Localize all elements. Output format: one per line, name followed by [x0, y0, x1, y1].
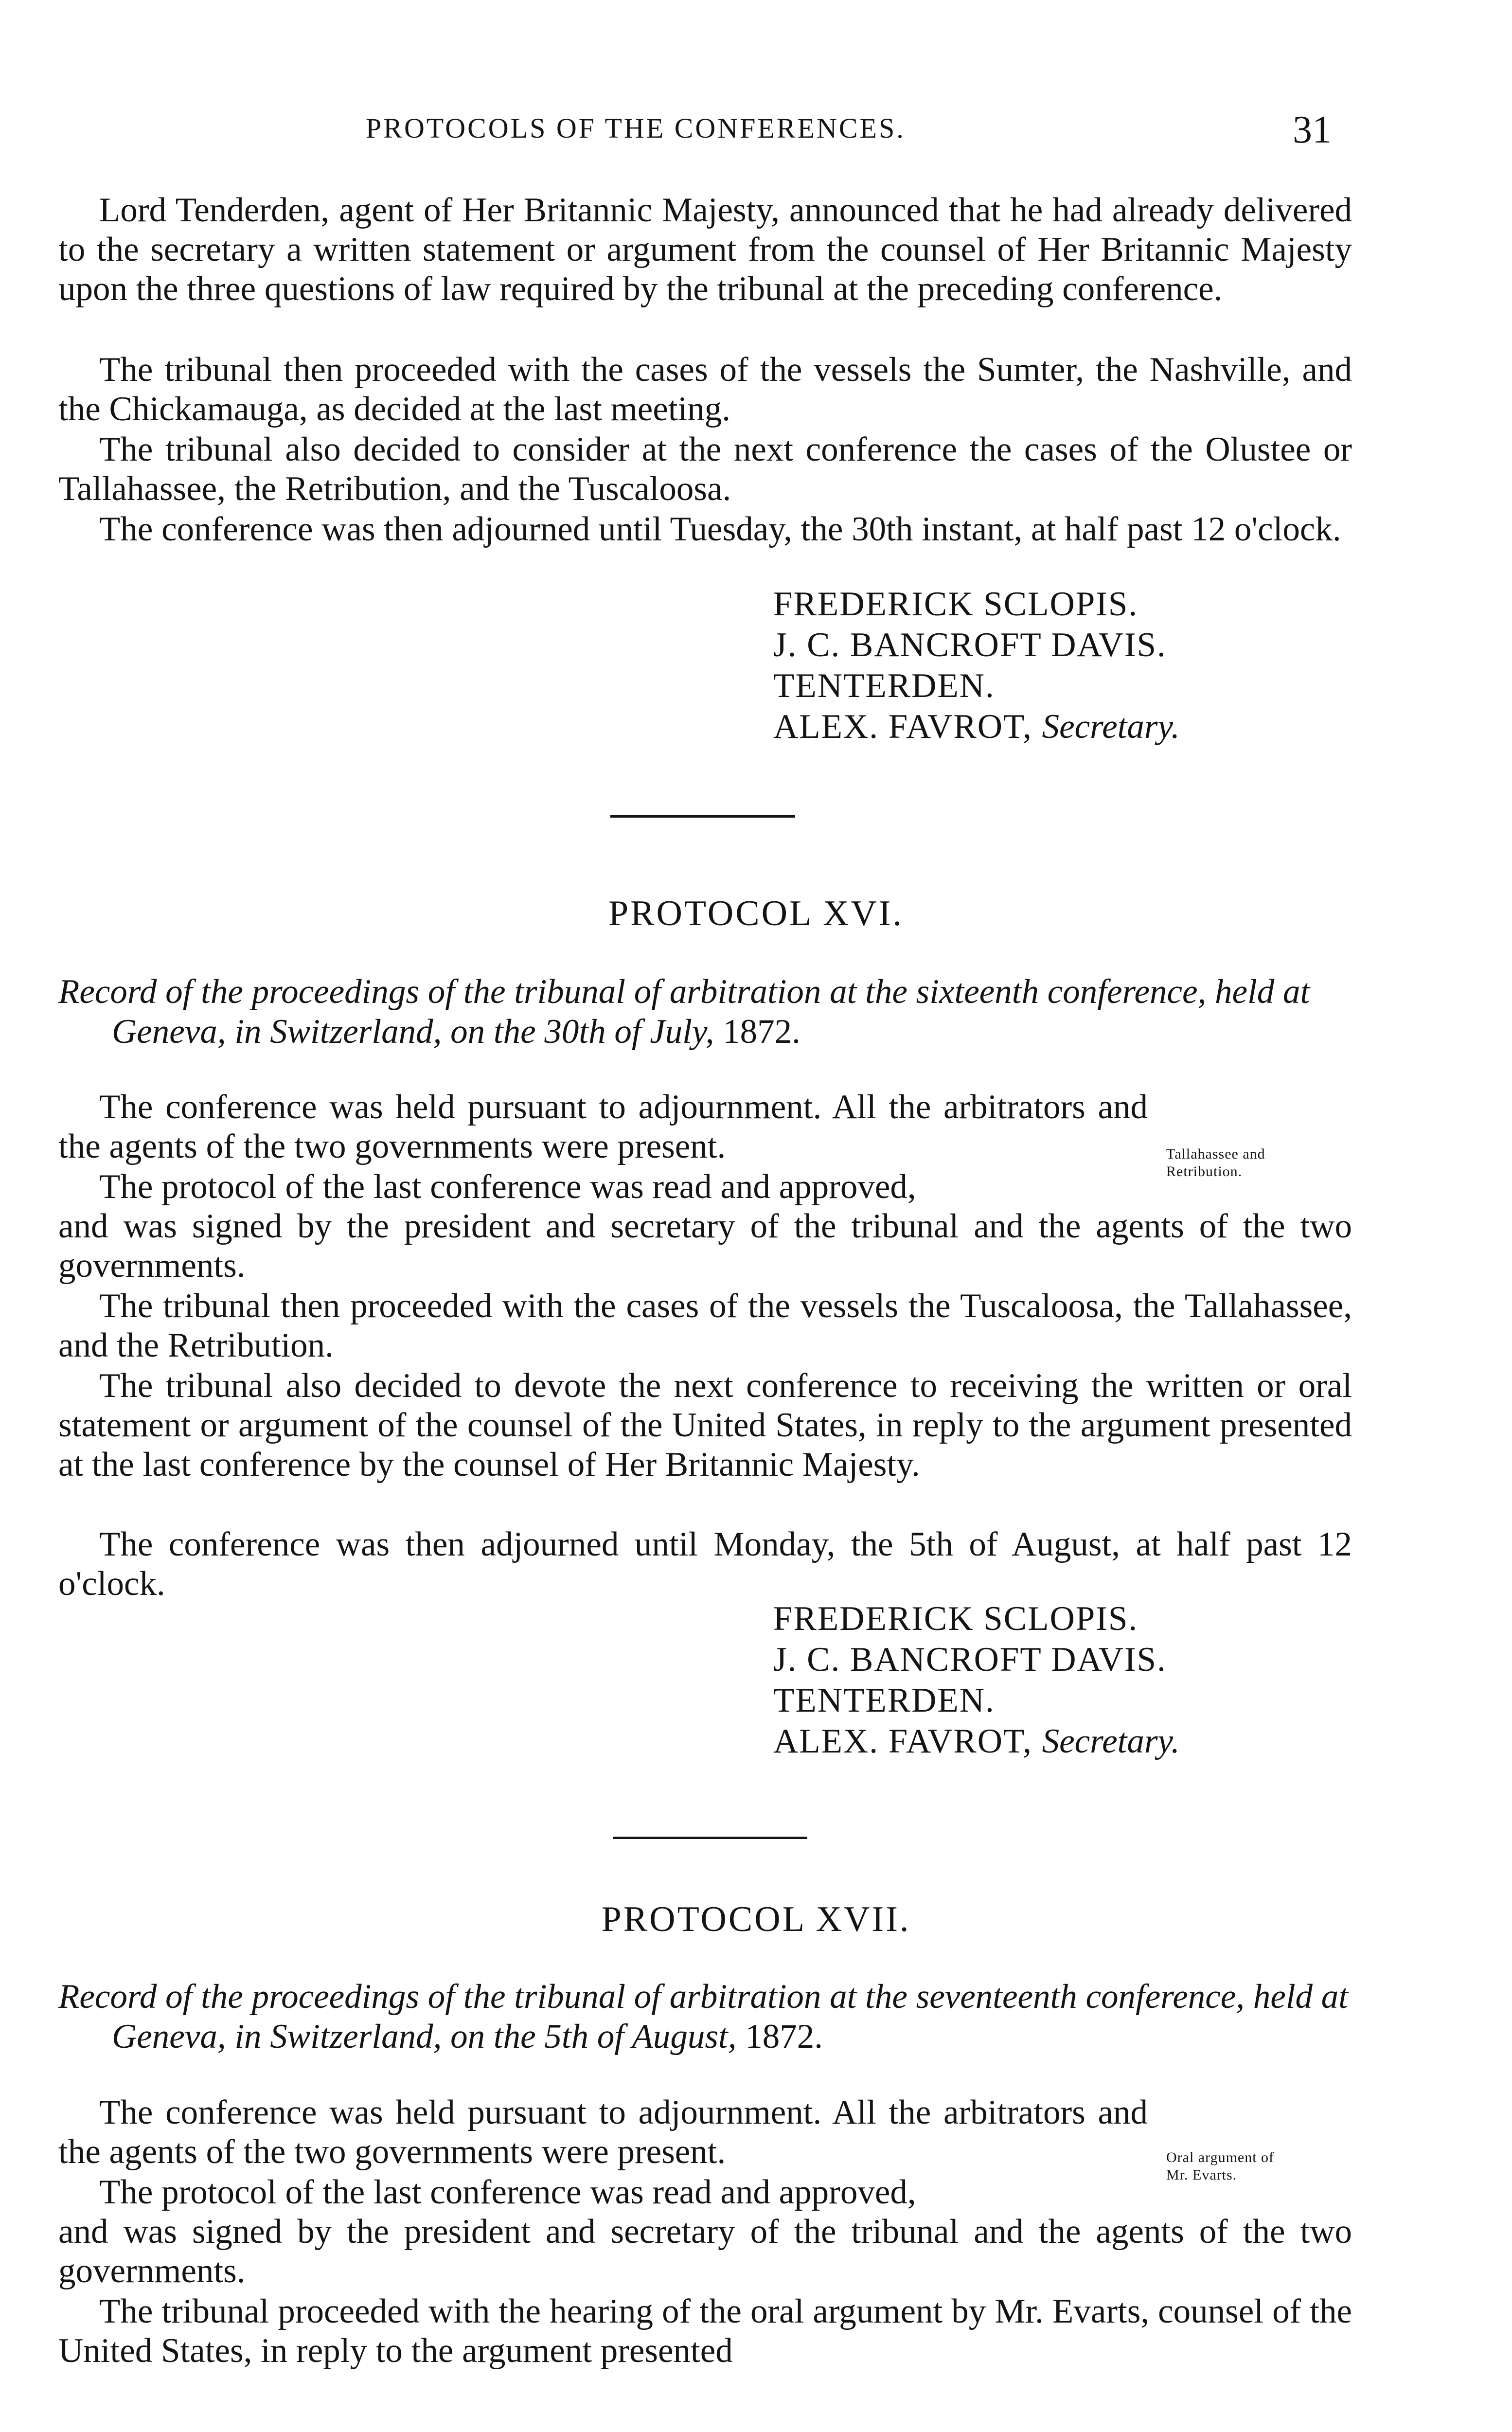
margin-note-line-1: Oral argument of — [1166, 2149, 1275, 2165]
signature-favrot-name: ALEX. FAVROT, — [773, 708, 1032, 746]
paragraph-tenterden-statement: Lord Tenderden, agent of Her Britannic Majesty, announced that he had already delivered to the secretary a written statement or argument from the counsel of Her Britannic Majesty upon the three questions of law required by the tribunal at the preceding conference. — [58, 191, 1352, 308]
paragraph-xvi-approved: The protocol of the last conference was read and approved, — [99, 1168, 916, 1206]
paragraph-next-conference-cases: The tribunal also decided to consider at the next conference the cases of the Olustee or Tallahassee, the Retribution, and the Tuscaloosa. — [58, 430, 1352, 508]
signature-favrot — [773, 1721, 1405, 1762]
section-divider — [610, 815, 795, 818]
protocol-xvi-record — [58, 972, 1352, 1052]
paragraph-adjourned-tuesday: The conference was then adjourned until Tuesday, the 30th instant, at half past 12 o'clock. — [99, 510, 1341, 548]
margin-note-line-1: Tallahassee and — [1166, 1146, 1265, 1162]
signature-block-a — [773, 584, 1405, 747]
margin-note-line-2: Retribution. — [1166, 1163, 1243, 1180]
paragraph-xvi-adjourned: The conference was then adjourned until Monday, the 5th of August, at half past 12 o'clock. — [58, 1525, 1352, 1603]
paragraph-xvi-signed: and was signed by the president and secretary of the tribunal and the agents of the two governments. — [58, 1207, 1352, 1285]
signature-secretary-title: Secretary. — [1042, 1722, 1180, 1760]
page-number: 31 — [1293, 108, 1332, 151]
signature-favrot — [773, 706, 1405, 747]
signature-block-xvi — [773, 1598, 1405, 1762]
protocol-xvi-record-text: Record of the proceedings of the tribunal of arbitration at the sixteenth conference, held at Geneva, in Switzerland, on the 30th of July, — [58, 973, 1310, 1051]
protocol-xvii-heading: PROTOCOL XVII. — [601, 1899, 911, 1939]
signature-sclopis: FREDERICK SCLOPIS. — [773, 1600, 1138, 1638]
paragraph-xvii-hearing: The tribunal proceeded with the hearing of the oral argument by Mr. Evarts, counsel of the United States, in reply to the argument presented — [58, 2292, 1352, 2370]
running-title: PROTOCOLS OF THE CONFERENCES. — [366, 112, 906, 144]
paragraph-xvii-signed: and was signed by the president and secretary of the tribunal and the agents of the two governments. — [58, 2213, 1352, 2290]
signature-favrot-name: ALEX. FAVROT, — [773, 1722, 1032, 1760]
paragraph-xvi-devote: The tribunal also decided to devote the next conference to receiving the written or oral statement or argument of the counsel of the United States, in reply to the argument presented at the last conference by the counsel of Her Britannic Majesty. — [58, 1367, 1352, 1484]
paragraph-xvii-approved: The protocol of the last conference was read and approved, — [99, 2173, 916, 2211]
running-head — [0, 108, 1512, 152]
protocol-xvii-margin-note — [1166, 2149, 1375, 2184]
signature-davis: J. C. BANCROFT DAVIS. — [773, 626, 1167, 664]
section-divider — [613, 1837, 807, 1839]
protocol-xvi-heading: PROTOCOL XVI. — [608, 894, 904, 933]
paragraph-xvii-pursuant: The conference was held pursuant to adjournment. All the arbitrators and the agents of the two governments were present. — [58, 2093, 1148, 2171]
protocol-xvii-record-text: Record of the proceedings of the tribunal of arbitration at the seventeenth conference, held at Geneva, in Switzerland, on the 5th of August, — [58, 1978, 1349, 2056]
signature-secretary-title: Secretary. — [1042, 708, 1180, 746]
protocol-xvii-record-year: 1872. — [745, 2018, 823, 2056]
signature-davis: J. C. BANCROFT DAVIS. — [773, 1641, 1167, 1679]
protocol-xvi-margin-note — [1166, 1145, 1375, 1180]
margin-note-line-2: Mr. Evarts. — [1166, 2167, 1237, 2183]
protocol-xvi-record-year: 1872. — [723, 1013, 800, 1051]
signature-tenterden: TENTERDEN. — [773, 667, 995, 705]
paragraph-xvi-pursuant: The conference was held pursuant to adjournment. All the arbitrators and the agents of the two governments were present. — [58, 1088, 1148, 1165]
signature-tenterden: TENTERDEN. — [773, 1681, 995, 1719]
paragraph-sumter-nashville: The tribunal then proceeded with the cases of the vessels the Sumter, the Nashville, and the Chickamauga, as decided at the last meeting. — [58, 351, 1352, 428]
paragraph-xvi-cases: The tribunal then proceeded with the cases of the vessels the Tuscaloosa, the Tallahassee, and the Retribution. — [58, 1287, 1352, 1364]
signature-sclopis: FREDERICK SCLOPIS. — [773, 585, 1138, 623]
protocol-xvii-record — [58, 1977, 1352, 2056]
